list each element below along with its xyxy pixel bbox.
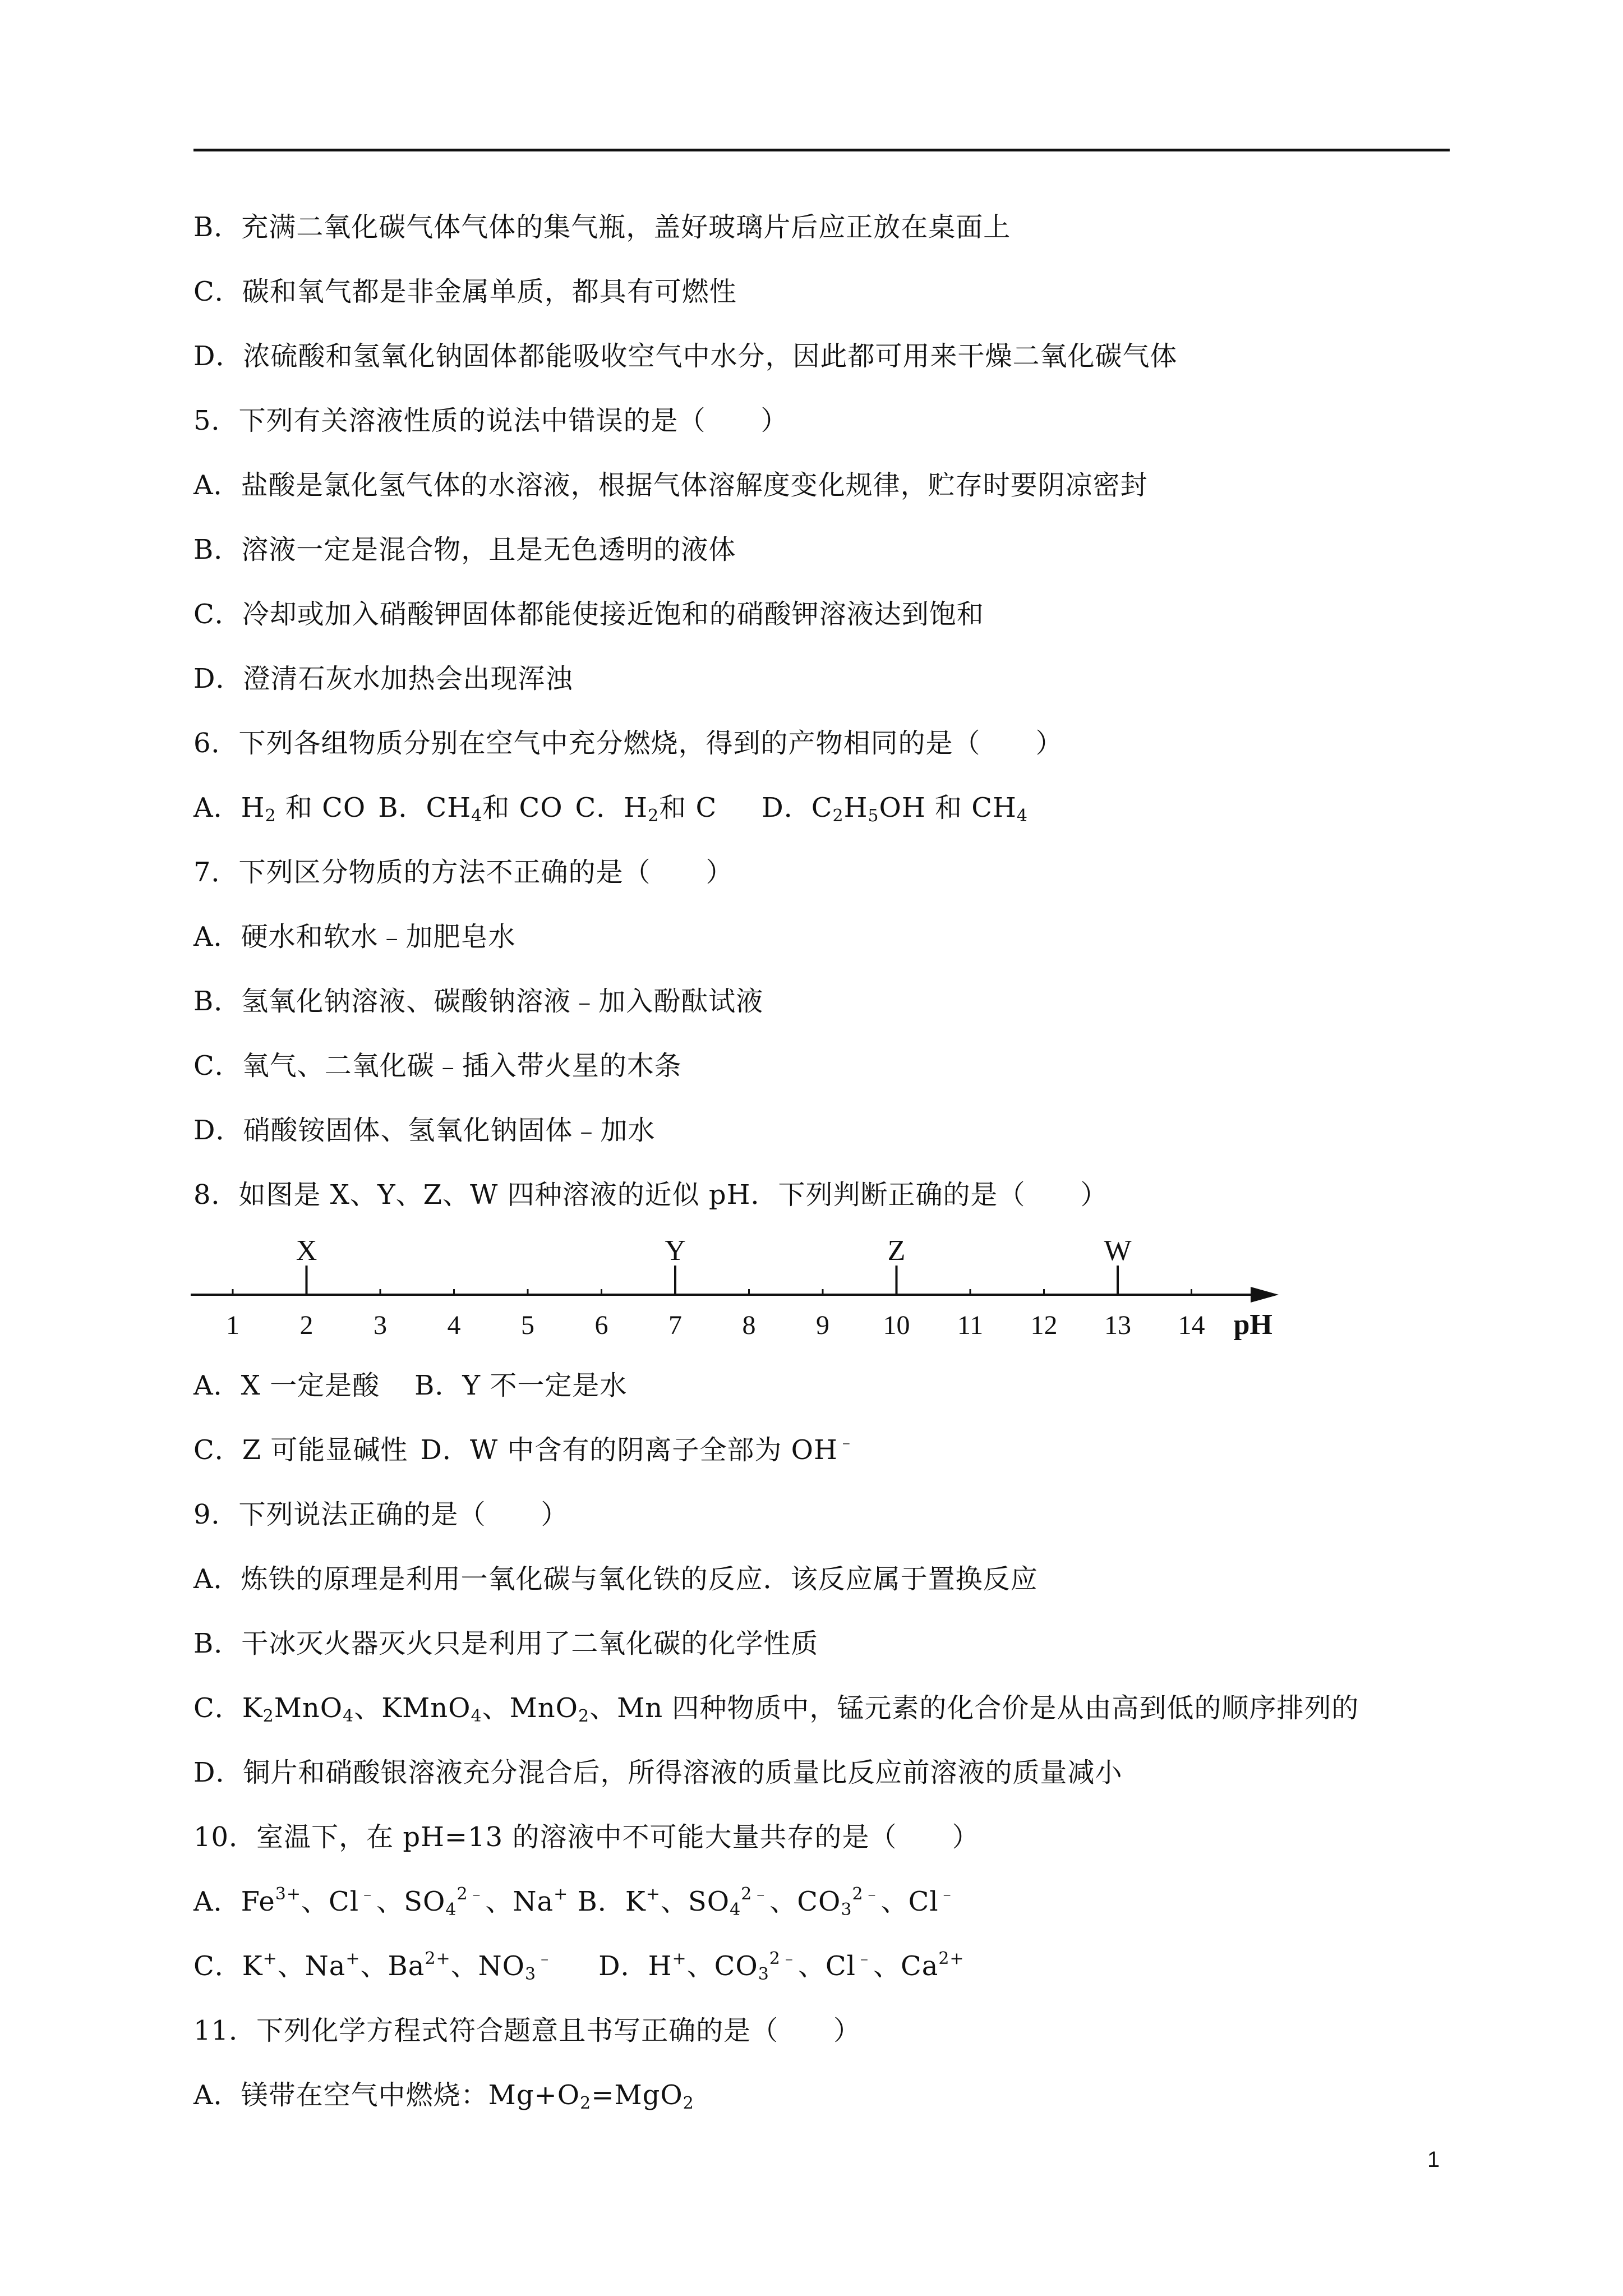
ph-tick-label: 8 [742, 1310, 756, 1340]
question-10: 10．室温下，在 pH=13 的溶液中不可能大量共存的是（ ） [193, 1821, 980, 1853]
text-line: A．炼铁的原理是利用一氧化碳与氧化铁的反应．该反应属于置换反应 [193, 1563, 1038, 1595]
q10-options-ab: A．$Fe^{3+}$、Cl﹣、$SO_4^{2﹣}$、Na+ B．K+、$SO_4^{2﹣}$、$CO_3^{2﹣}$、Cl﹣ [193, 1884, 956, 1920]
question-5: 5．下列有关溶液性质的说法中错误的是（ ） [193, 405, 789, 436]
q11-option-a: A．镁带在空气中燃烧：$Mg+O_2=MgO_2$ [193, 2079, 694, 2113]
ph-tick-label: 4 [447, 1310, 461, 1340]
ph-tick-label: 5 [521, 1310, 534, 1340]
ph-tick-label: 1 [226, 1310, 239, 1340]
header-rule [193, 149, 1450, 151]
question-8: 8．如图是 X、Y、Z、W 四种溶液的近似 pH．下列判断正确的是（ ） [193, 1179, 1108, 1211]
text-line: C．氧气、二氧化碳﹣插入带火星的木条 [193, 1050, 682, 1082]
q9-option-c: C．$K_2MnO_4$、KMnO$_4$、MnO$_2$、Mn 四种物质中，锰元素的化合价是从由高到低的顺序排列的 [193, 1692, 1359, 1726]
ph-axis-label: pH [1233, 1309, 1272, 1341]
ph-tick-label: 3 [374, 1310, 387, 1340]
text-line: C．冷却或加入硝酸钾固体都能使接近饱和的硝酸钾溶液达到饱和 [193, 599, 984, 630]
ph-axis-arrow [1251, 1287, 1279, 1303]
q8-options-ab: A．X 一定是酸 B．Y 不一定是水 [193, 1370, 628, 1401]
ph-tick-label: 7 [668, 1310, 682, 1340]
text-line: B．氢氧化钠溶液、碳酸钠溶液﹣加入酚酞试液 [193, 986, 764, 1017]
ph-tick-label: 14 [1178, 1310, 1205, 1340]
question-9: 9．下列说法正确的是（ ） [193, 1499, 569, 1530]
ph-tick-label: 13 [1104, 1310, 1131, 1340]
text-line: B．溶液一定是混合物，且是无色透明的液体 [193, 534, 736, 565]
question-11: 11．下列化学方程式符合题意且书写正确的是（ ） [193, 2015, 861, 2046]
ph-scale-figure [191, 1220, 1284, 1341]
ph-tick-label: 9 [816, 1310, 829, 1340]
text-line: D．铜片和硝酸银溶液充分混合后，所得溶液的质量比反应前溶液的质量减小 [193, 1757, 1123, 1788]
ph-tick-label: 11 [957, 1310, 984, 1340]
ph-marker-label: X [296, 1235, 317, 1267]
question-7: 7．下列区分物质的方法不正确的是（ ） [193, 857, 734, 888]
text-line: B．充满二氧化碳气体气体的集气瓶，盖好玻璃片后应正放在桌面上 [193, 211, 1011, 243]
text-line: A．盐酸是氯化氢气体的水溶液，根据气体溶解度变化规律，贮存时要阴凉密封 [193, 470, 1148, 501]
question-6: 6．下列各组物质分别在空气中充分燃烧，得到的产物相同的是（ ） [193, 728, 1063, 759]
ph-marker-label: Z [887, 1235, 906, 1267]
text-line: D．澄清石灰水加热会出现浑浊 [193, 663, 573, 694]
text-line: D．浓硫酸和氢氧化钠固体都能吸收空气中水分，因此都可用来干燥二氧化碳气体 [193, 341, 1178, 372]
ph-marker-label: Y [665, 1235, 686, 1267]
ph-tick-label: 2 [299, 1310, 313, 1340]
text-line: C．碳和氧气都是非金属单质，都具有可燃性 [193, 276, 737, 307]
q8-options-cd: C．Z 可能显碱性 D．W 中含有的阴离子全部为 OH﹣ [193, 1433, 855, 1466]
text-line: A．硬水和软水﹣加肥皂水 [193, 921, 516, 953]
q6-options: A．$H_2$ 和 CO B．$CH_4$和 CO C．$H_2$和 C D．$C_2H_5OH$ 和 $CH_4$ [193, 792, 1028, 826]
text-line: D．硝酸铵固体、氢氧化钠固体﹣加水 [193, 1115, 656, 1146]
q10-options-cd: C．K+、Na+、$Ba^{2+}$、$NO_3^﹣$ D．H+、$CO_3^{2﹣}$、Cl﹣、$Ca^{2+}$ [193, 1949, 965, 1984]
ph-tick-label: 12 [1030, 1310, 1058, 1340]
ph-tick-label: 10 [883, 1310, 910, 1340]
ph-tick-label: 6 [594, 1310, 608, 1340]
page-number: 1 [1427, 2147, 1440, 2172]
text-line: B．干冰灭火器灭火只是利用了二氧化碳的化学性质 [193, 1628, 819, 1659]
ph-marker-label: W [1104, 1235, 1132, 1267]
